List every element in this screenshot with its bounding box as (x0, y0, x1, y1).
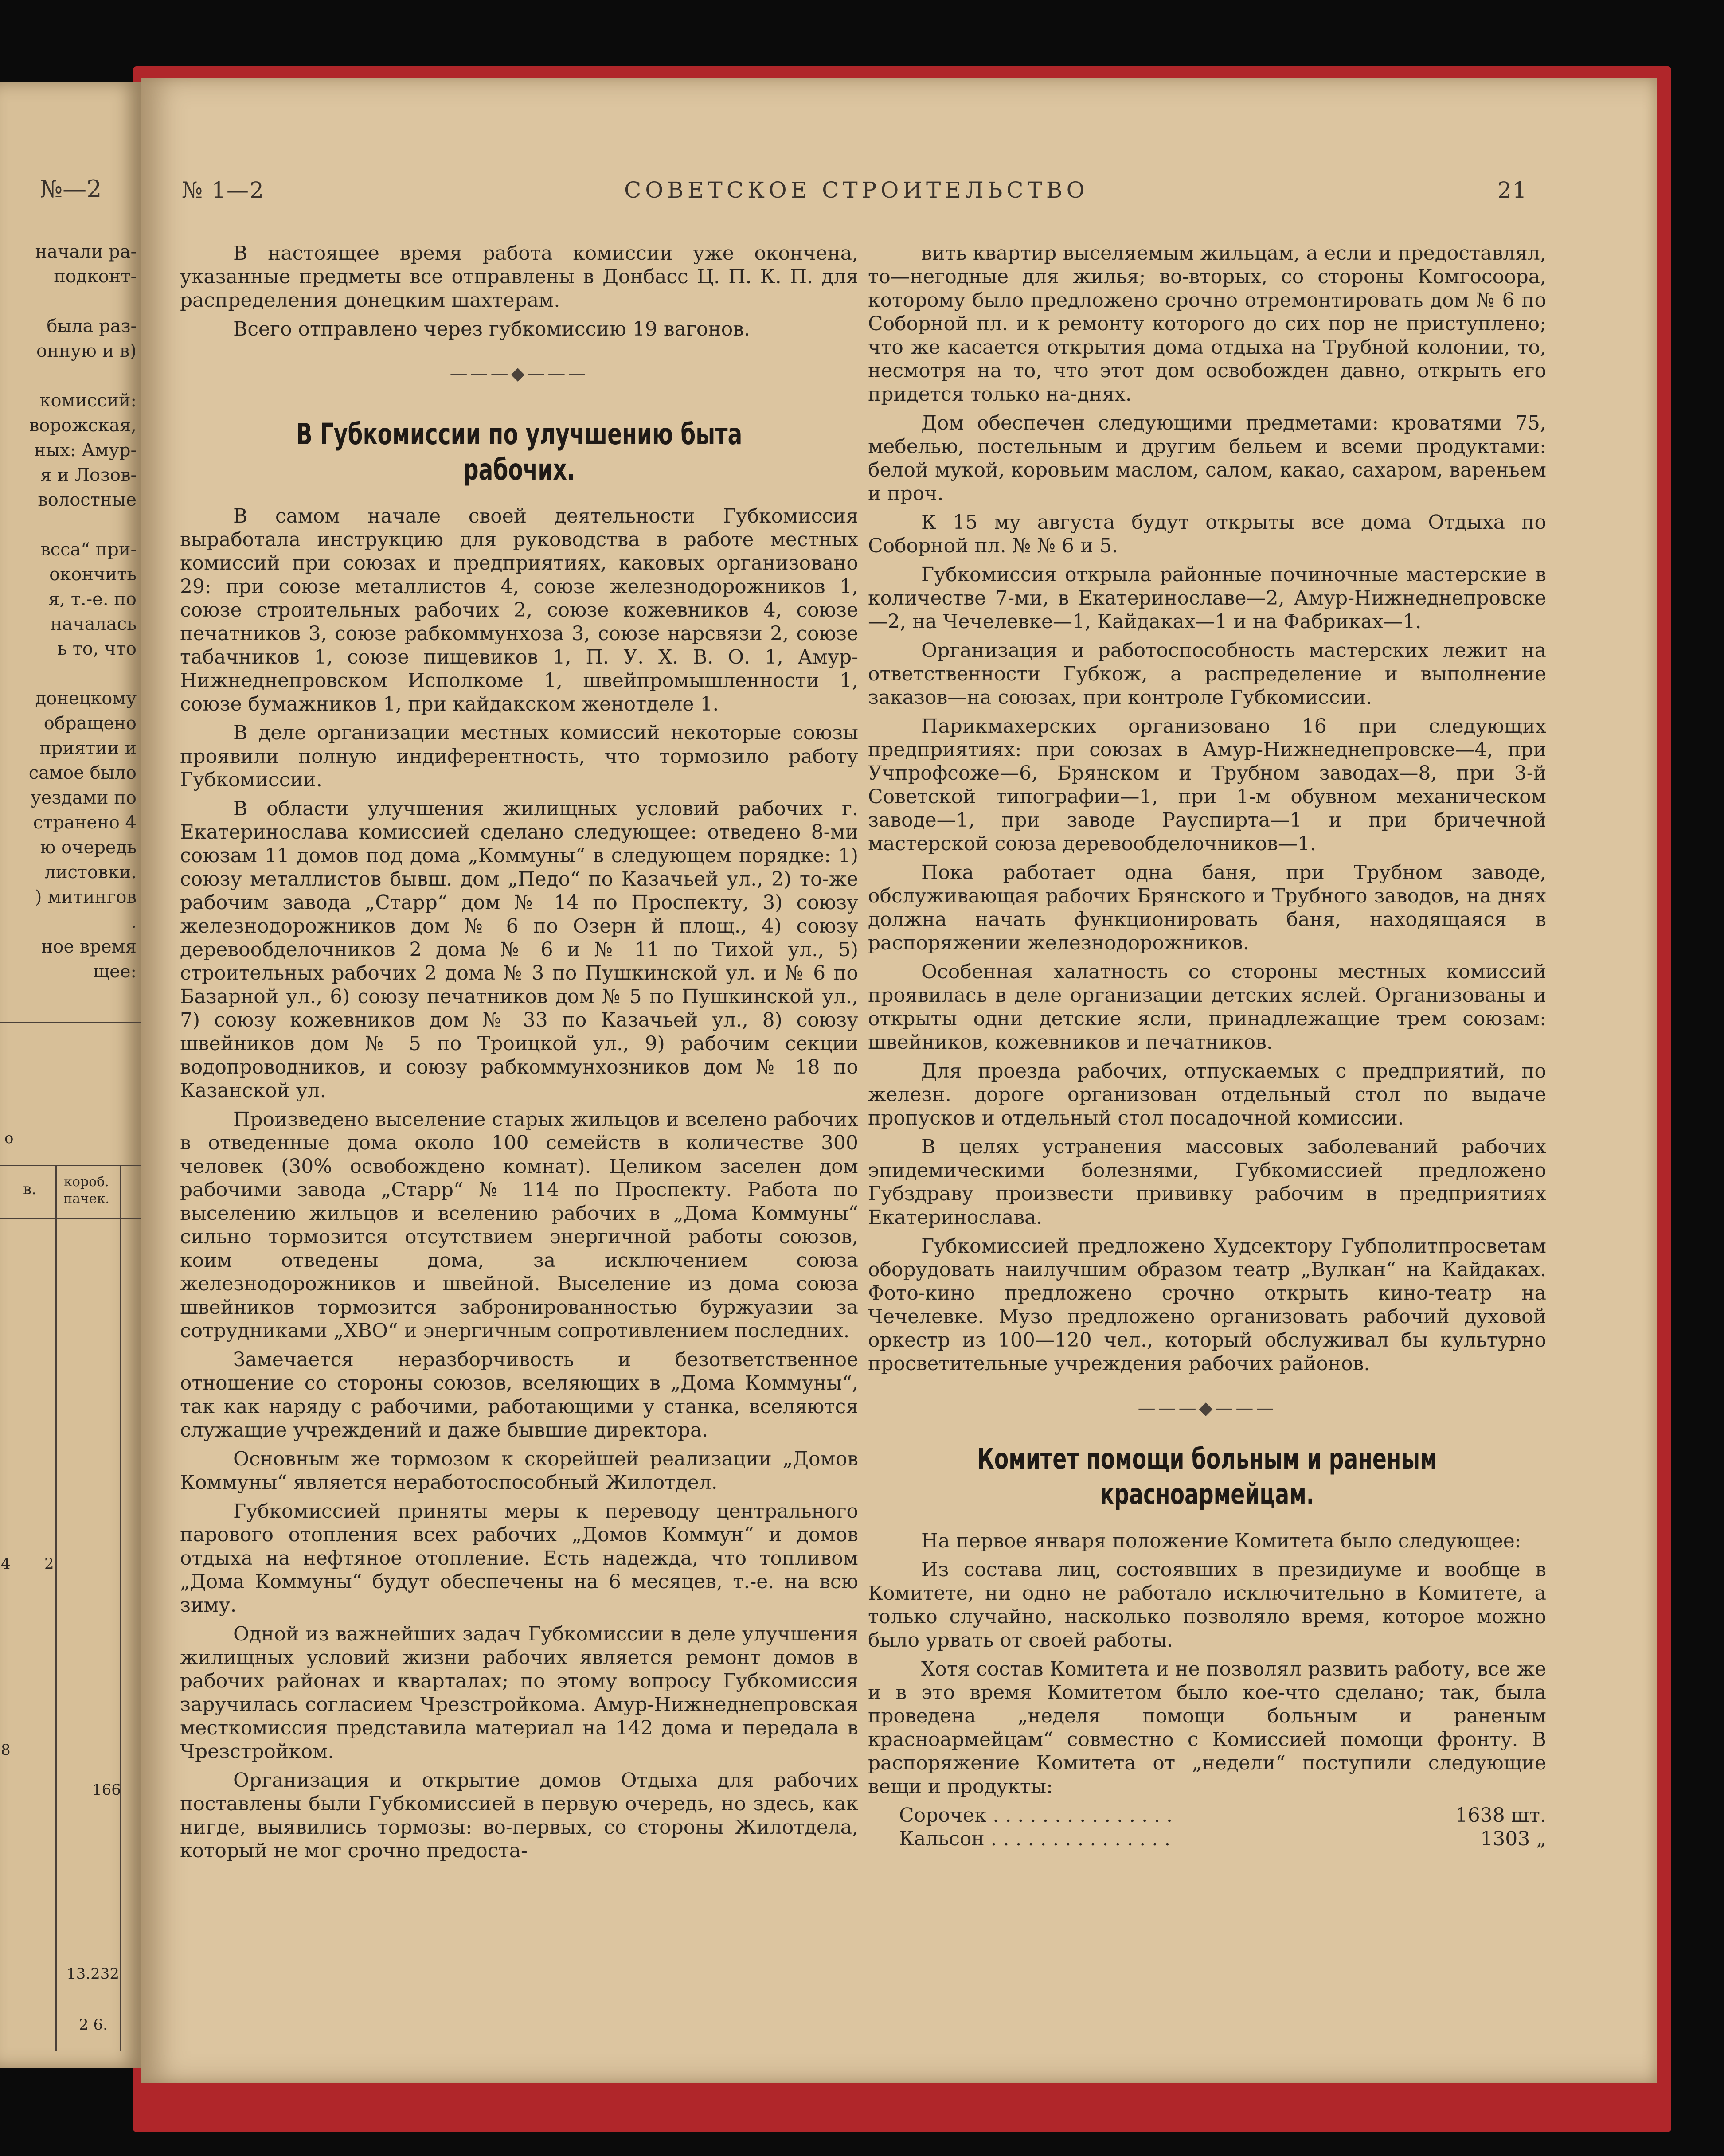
article-paragraph: Из состава лиц, состоявших в президиуме и вообще в Комитете, ни одно не работало исключительно в Комитете, а только случайно, насколько позволяло время, которое можно было урвать от своей работы. (868, 1558, 1546, 1652)
section-separator: ———◆——— (450, 363, 589, 384)
fragment-line: самое было (28, 763, 137, 783)
fragment-line: . (131, 912, 137, 932)
item-quantity: 1638 шт. (1455, 1804, 1546, 1827)
page-header-title: СОВЕТСКОЕ СТРОИТЕЛЬСТВО (624, 177, 1089, 203)
article-paragraph: Губкомиссия открыла районные починочные мастерские в количестве 7-ми, в Екатеринославе—2, Амур-Нижнеднепровске—2, на Чечелевке—1, Кайдаках—1 и на Фабриках—1. (868, 563, 1546, 633)
fragment-line: подконт- (54, 266, 137, 287)
previous-page-text (0, 239, 141, 984)
article-paragraph: Организация и работоспособность мастерских лежит на ответственности Губкож, а распределение и выполнение заказов—на союзах, при контроле Губкомиссии. (868, 639, 1546, 709)
fragment-line: всса“ при- (40, 539, 137, 560)
fragment-line: я, т.-е. по (48, 589, 137, 609)
article-paragraph: Особенная халатность со стороны местных комиссий проявилась в деле организации детских яслей. Организованы и открыты одни детские ясли, принадлежащие трем союзам: швейников, кожевников и печатников. (868, 961, 1546, 1054)
fragment-line: ворожская, (29, 415, 137, 436)
table-cell: 166 (92, 1781, 121, 1799)
article-paragraph: В целях устранения массовых заболеваний рабочих эпидемическими болезнями, Губкомиссией предложено Губздраву произвести прививку рабочим в предприятиях Екатеринослава. (868, 1136, 1546, 1229)
fragment-line (0, 661, 141, 686)
table-cell: 2 6. (79, 2016, 108, 2034)
fragment-line: начали ра- (35, 242, 137, 262)
article-paragraph: вить квартир выселяемым жильцам, а если и предоставлял, то—негодные для жилья; во-вторых, со стороны Комгосоора, которому было предложено срочно отремонтировать дом № 6 по Соборной пл. и к ремонту которого до сих пор не приступлено; что же касается открытия дома отдыха на Трубной колонии, то, несмотря на то, что этот дом освобожден давно, открыть его придется только на-днях. (868, 242, 1546, 406)
item-quantity: 1303 „ (1480, 1828, 1546, 1850)
article-paragraph: Организация и открытие домов Отдыха для рабочих поставлены были Губкомиссией в первую очередь, но здесь, как нигде, выявились тормозы: во-первых, со стороны Жилотдела, который не мог срочно предоста- (180, 1769, 858, 1862)
table-header-cell: короб. пачек. (63, 1174, 109, 1207)
fragment-line: ь то, что (57, 639, 137, 659)
item-name: Кальсон . . . . . . . . . . . . . . . (899, 1828, 1171, 1850)
fragment-line: я и Лозов- (40, 465, 137, 485)
fragment-line: комиссий: (39, 391, 137, 411)
table-cell: 8 (1, 1741, 11, 1759)
previous-page-fragment (0, 82, 147, 2068)
fragment-line: щее: (93, 961, 137, 982)
fragment-line: волостные (38, 490, 137, 510)
fragment-line: окончить (49, 564, 137, 585)
section-heading: Комитет помощи больным и раненым красноармейцам. (977, 1443, 1437, 1511)
journal-page (141, 78, 1657, 2083)
previous-page-table (0, 1022, 141, 2043)
article-paragraph: Замечается неразборчивость и безответственное отношение со стороны союзов, вселяющих в „Дома Коммуны“, так как наряду с рабочими, работающими у станка, вселяются служащие учреждений и даже бывшие директора. (180, 1348, 858, 1441)
article-paragraph: Губкомиссией приняты меры к переводу центрального парового отопления всех рабочих „Домов Коммун“ и домов отдыха на нефтяное отопление. Есть надежда, что топливом „Дома Коммуны“ будут обеспечены на 6 месяцев, т.-е. на всю зиму. (180, 1500, 858, 1617)
fragment-line: ю очередь (40, 837, 137, 858)
list-item (868, 1827, 1546, 1851)
article-paragraph: Пока работает одна баня, при Трубном заводе, обслуживающая рабочих Брянского и Трубного заводов, на днях должна начать функционировать баня, находящаяся в распоряжении железнодорожников. (868, 861, 1546, 954)
article-paragraph: Произведено выселение старых жильцов и вселено рабочих в отведенные дома около 100 семейств в количестве 300 человек (30% освобождено комнат). Целиком заселен дом рабочими завода „Старр“ № 114 по Проспекту. Работа по выселению жильцов и вселению рабочих в „Дома Коммуны“ сильно тормозится отсутствием энергичной работы союзов, коим отведены дома, за исключением союза железнодорожников и швейной. Выселение из дома союза швейников тормозится забронированностью буржуазии за сотрудниками „ХВО“ и энергичным сопротивлением последних. (180, 1108, 858, 1342)
article-paragraph: В деле организации местных комиссий некоторые союзы проявили полную индиферентность, что тормозило работу Губкомиссии. (180, 722, 858, 791)
article-paragraph: Для проезда рабочих, отпускаемых с предприятий, по железн. дороге организован отдельный стол по выдаче пропусков и отдельный стол посадочной комиссии. (868, 1060, 1546, 1129)
article-paragraph: Хотя состав Комитета и не позволял развить работу, все же и в это время Комитетом было кое-что сделано; так, была проведена „неделя помощи больным и раненым красноармейцам“ совместно с Комиссией помощи фронту. В распоряжение Комитета от „недели“ поступили следующие вещи и продукты: (868, 1658, 1546, 1798)
fragment-line: листовки. (44, 862, 137, 883)
right-column (868, 242, 1546, 1851)
item-name: Сорочек . . . . . . . . . . . . . . . (899, 1804, 1173, 1827)
article-paragraph: Парикмахерских организовано 16 при следующих предприятиях: при союзах в Амур-Нижнеднепровске—4, при Учпрофсоже—6, Брянском и Трубном заводах—8, при 3-й Советской типографии—1, при 1-м обувном механическом заводе—1, при заводе Рауспирта—1 и при бричечной мастерской союза деревообделочников—1. (868, 715, 1546, 855)
fragment-line: ных: Амур- (34, 440, 137, 461)
fragment-line (0, 512, 141, 537)
fragment-line: ) митингов (35, 887, 137, 907)
article-paragraph: Дом обеспечен следующими предметами: кроватями 75, мебелью, постельным и другим бельем и всеми продуктами: белой мукой, коровьим маслом, салом, какао, сахаром, вареньем и проч. (868, 412, 1546, 505)
table-cell: 2 (44, 1555, 54, 1573)
left-column (180, 242, 858, 1868)
section-heading: В Губкомиссии по улучшению быта рабочих. (296, 417, 743, 487)
fragment-line: началась (50, 614, 137, 634)
article-paragraph: На первое января положение Комитета было следующее: (921, 1530, 1521, 1552)
list-item (868, 1804, 1546, 1827)
intro-paragraph: В настоящее время работа комиссии уже окончена, указанные предметы все отправлены в Донбасс Ц. П. К. П. для распределения донецким шахтерам. (180, 242, 858, 312)
fragment-line: ное время (41, 937, 137, 957)
page-header-page-number: 21 (1497, 177, 1528, 203)
table-header-cell: в. (23, 1180, 36, 1198)
article-paragraph: Одной из важнейших задач Губкомиссии в деле улучшения жилищных условий жизни рабочих является ремонт домов в рабочих районах и кварталах; по этому вопросу Губкомиссия заручилась согласием Чрезстройкома. Амур-Нижнеднепровская месткомиссия представила материал на 142 дома и передала в Чрезстройком. (180, 1623, 858, 1763)
fragment-line: была раз- (47, 316, 137, 336)
table-cell: 13.232 (66, 1965, 119, 1983)
fragment-line: обращено (43, 713, 137, 734)
previous-page-header-number: №—2 (40, 175, 102, 203)
article-paragraph: В самом начале своей деятельности Губкомиссия выработала инструкцию для руководства в работе местных комиссий при союзах и предприятиях, каковых организовано 29: при союзе металлистов 4, союзе железнодорожников 1, союзе строительных рабочих 2, союзе кожевников 4, союзе печатников 3, союзе рабкоммунхоза 3, союзе нарсвязи 2, союзе табачников 1, союзе пищевиков 1, П. У. Х. В. О. 1, Амур-Нижнеднепровском Исполкоме 1, швейпромышленности 1, союзе бумажников 1, при кайдакском женотделе 1. (180, 505, 858, 715)
article-paragraph: Основным же тормозом к скорейшей реализации „Домов Коммуны“ является неработоспособный Жилотдел. (180, 1448, 858, 1494)
fragment-line: приятии и (39, 738, 137, 758)
table-cell: 4 (1, 1555, 11, 1573)
section-separator: ———◆——— (1138, 1398, 1277, 1418)
fragment-line (0, 363, 141, 388)
table-header-cell: о (4, 1129, 14, 1147)
article-paragraph: В области улучшения жилищных условий рабочих г. Екатеринослава комиссией сделано следующее: отведено 8-ми союзам 11 домов под дома „Коммуны“ в следующем порядке: 1) союзу металлистов бывш. дом „Педо“ по Казачьей ул., 2) то-же рабочим завода „Старр“ дом № 14 по Проспекту, 3) союзу железнодорожников дом № 6 по Озерн й площ., 4) союзу деревообделочников 2 дома № 6 и № 11 по Тихой ул., 5) строительных рабочих 2 дома № 3 по Пушкинской ул. и № 6 по Базарной ул., 6) союзу печатников дом № 5 по Пушкинской ул., 7) союзу кожевников дом № 33 по Казачьей ул., 8) союзу швейников дом № 5 по Троицкой ул., 9) рабочим секции водопроводников, и союзу рабкоммунхозников дом № 18 по Казанской ул. (180, 797, 858, 1102)
article-paragraph: К 15 му августа будут открыты все дома Отдыха по Соборной пл. № № 6 и 5. (868, 511, 1546, 557)
page-header-number: № 1—2 (182, 177, 265, 203)
fragment-line (0, 289, 141, 314)
fragment-line: уездами по (31, 788, 137, 808)
article-paragraph: Губкомиссией предложено Худсектору Губполитпросветам оборудовать наилучшим образом театр „Вулкан“ на Кайдаках. Фото-кино предложено срочно открыть кино-театр на Чечелевке. Музо предложено организовать рабочий духовой оркестр из 100—120 чел., который обслуживал бы культурно просветительные учреждения рабочих районов. (868, 1235, 1546, 1375)
intro-paragraph: Всего отправлено через губкомиссию 19 вагонов. (233, 318, 750, 340)
fragment-line: странено 4 (33, 812, 137, 833)
fragment-line: донецкому (35, 688, 137, 709)
fragment-line: онную и в) (36, 341, 137, 361)
